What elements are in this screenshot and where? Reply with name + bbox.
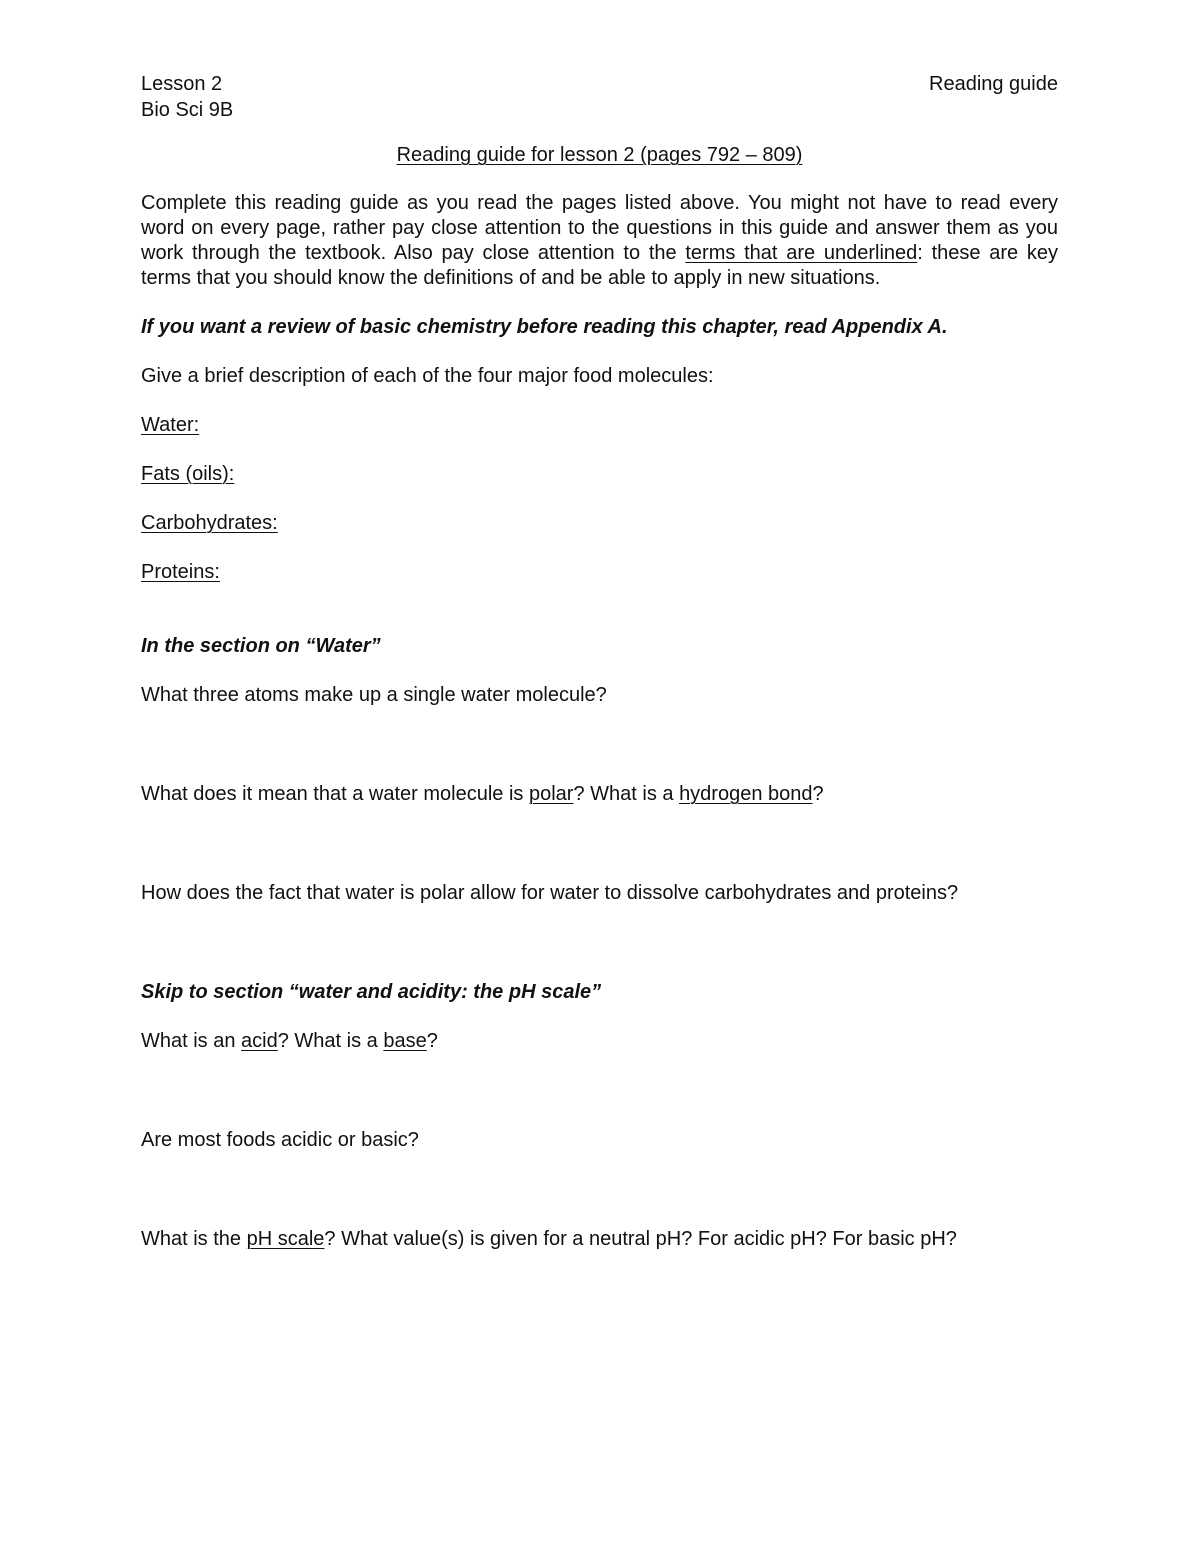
food-molecule-label: Proteins: — [141, 561, 220, 583]
question-water-dissolve: How does the fact that water is polar allow for water to dissolve carbohydrates and proteins? — [141, 882, 959, 904]
food-molecule-label: Fats (oils): — [141, 463, 235, 485]
question-text: What is the — [141, 1228, 247, 1250]
review-note: If you want a review of basic chemistry before reading this chapter, read Appendix A. — [141, 316, 948, 338]
food-molecule-label: Water: — [141, 414, 200, 436]
question-ph-scale — [141, 1226, 1058, 1252]
question-water-atoms: What three atoms make up a single water molecule? — [141, 684, 607, 706]
course-label: Bio Sci 9B — [141, 99, 234, 121]
question-text: ? What value(s) is given for a neutral pH? For acidic pH? For basic pH? — [324, 1228, 957, 1250]
term-ph-scale: pH scale — [246, 1228, 325, 1250]
question-polar-hydrogen-bond — [141, 781, 1058, 807]
question-text: ? — [426, 1030, 438, 1052]
food-molecule-carbohydrates — [141, 510, 1058, 536]
page-header — [141, 71, 1058, 97]
question-text: ? What is a — [277, 1030, 384, 1052]
term-polar: polar — [528, 783, 574, 805]
page-title-text: Reading guide for lesson 2 (pages 792 – 809) — [396, 144, 803, 166]
page-title — [141, 142, 1058, 168]
doc-type-label: Reading guide — [929, 73, 1058, 95]
intro-text-2: : these are key terms that you should know the definitions of and be able to apply in new situations. — [141, 242, 1059, 289]
section-heading-water: In the section on “Water” — [141, 635, 381, 657]
intro-paragraph — [141, 191, 1058, 291]
document-page — [141, 71, 1058, 1252]
question-acid-base — [141, 1028, 1058, 1054]
term-base: base — [383, 1030, 427, 1052]
term-acid: acid — [241, 1030, 278, 1052]
term-hydrogen-bond: hydrogen bond — [679, 783, 813, 805]
question-text: ? What is a — [573, 783, 680, 805]
food-molecule-label: Carbohydrates: — [141, 512, 278, 534]
intro-text-1: Complete this reading guide as you read the pages listed above. You might not have to read every word on every page, rather pay close attention to the questions in this guide and answer them as you work through the textbook. Also pay close attention to the — [141, 192, 1058, 264]
food-molecule-fats — [141, 461, 1058, 487]
question-text: What is an — [141, 1030, 242, 1052]
question-text: ? — [812, 783, 824, 805]
food-molecule-water — [141, 412, 1058, 438]
food-molecules-prompt: Give a brief description of each of the four major food molecules: — [141, 365, 714, 387]
food-molecule-proteins — [141, 559, 1058, 585]
lesson-label: Lesson 2 — [141, 73, 223, 95]
question-foods-acidic: Are most foods acidic or basic? — [141, 1129, 419, 1151]
section-heading-ph: Skip to section “water and acidity: the pH scale” — [141, 981, 602, 1003]
question-text: What does it mean that a water molecule is — [141, 783, 529, 805]
intro-underlined-term: terms that are underlined — [685, 242, 918, 264]
